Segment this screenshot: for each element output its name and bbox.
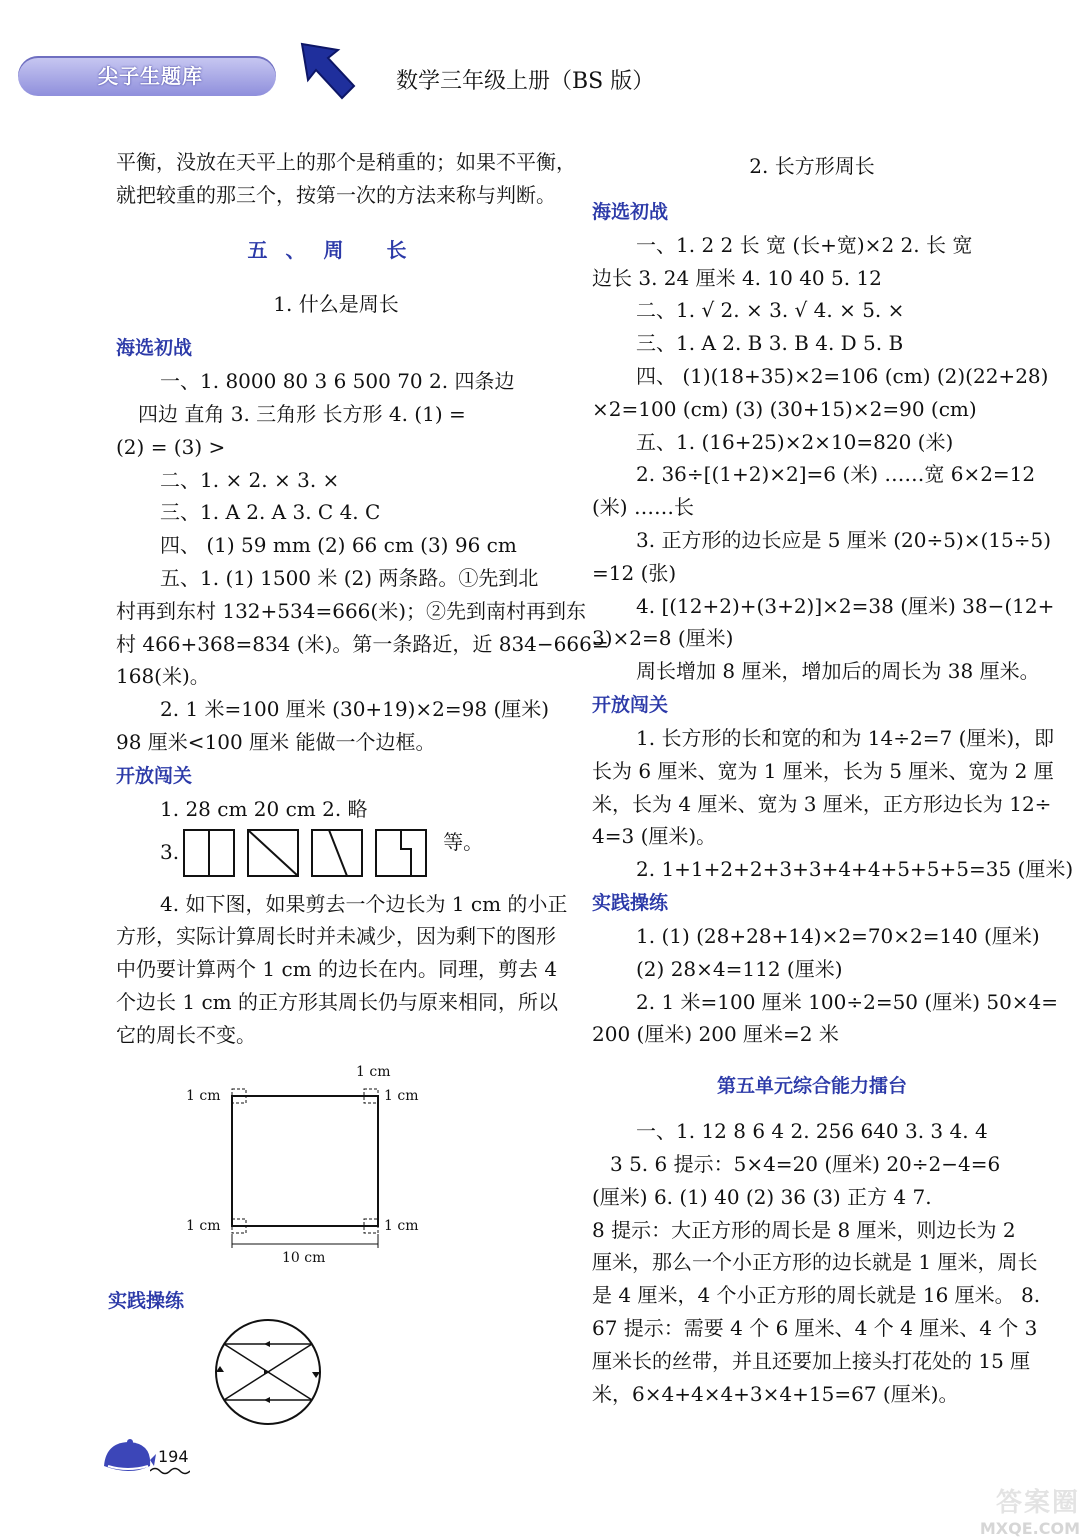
- right-column: [592, 150, 1074, 1410]
- cut-corner-square-figure: [180, 1062, 430, 1268]
- shapes-suffix: 等。: [443, 830, 484, 855]
- answer-line: 二、1. × 2. × 3. ×: [160, 467, 340, 492]
- intro-line: 就把较重的那三个，按第一次的方法来称与判断。: [116, 182, 556, 207]
- answer-line: (2) = (3) >: [116, 434, 226, 459]
- answer-line: 4. [(12+2)+(3+2)]×2=38 (厘米) 38−(12+: [636, 593, 1055, 618]
- answer-line: (2) 28×4=112 (厘米): [636, 956, 843, 981]
- answer-line: 8 提示：大正方形的周长是 8 厘米，则边长为 2: [592, 1217, 1016, 1242]
- watermark: [900, 1482, 1080, 1538]
- wave-decoration-icon: [150, 1466, 190, 1476]
- square-split-step-icon: [375, 829, 427, 877]
- answer-line: 4. 如下图，如果剪去一个边长为 1 cm 的小正: [160, 891, 568, 916]
- lesson-title: 2. 长方形周长: [749, 154, 875, 178]
- label-bottom-left: 1 cm: [186, 1218, 221, 1234]
- answer-line: 98 厘米<100 厘米 能做一个边框。: [116, 729, 436, 754]
- answer-line: 四、 (1)(18+35)×2=106 (cm) (2)(22+28): [636, 363, 1049, 388]
- answer-line: 4=3 (厘米)。: [592, 824, 717, 849]
- answer-line: 二、1. √ 2. × 3. √ 4. × 5. ×: [636, 298, 905, 323]
- answer-line: 200 (厘米) 200 厘米=2 米: [592, 1022, 839, 1047]
- answer-line: 3)×2=8 (厘米): [592, 626, 734, 651]
- mascot-whale-icon: [100, 1436, 156, 1476]
- answer-line: 五、1. (16+25)×2×10=820 (米): [636, 429, 954, 454]
- watermark-big: 答案圈: [995, 1488, 1080, 1518]
- answer-line: 村再到东村 132+534=666(米)；②先到南村再到东: [116, 598, 586, 623]
- answer-line: 2. 36÷[(1+2)×2]=6 (米) ……宽 6×2=12: [636, 462, 1036, 487]
- answer-line: 2. 1+1+2+2+3+3+4+4+5+5+5=35 (厘米): [636, 857, 1074, 882]
- answer-line: 厘米长的丝带，并且还要加上接头打花处的 15 厘: [592, 1348, 1031, 1373]
- unit-title: 第五单元综合能力擂台: [716, 1075, 907, 1098]
- answer-line: 一、1. 12 8 6 4 2. 256 640 3. 3 4. 4: [636, 1119, 988, 1144]
- section-heading-shijian-left: 实践操练: [108, 1290, 185, 1312]
- answer-line: 三、1. A 2. A 3. C 4. C: [160, 500, 381, 525]
- answer-line: 3 5. 6 提示：5×4=20 (厘米) 20÷2−4=6: [610, 1151, 1001, 1176]
- series-label: 尖子生题库: [98, 64, 203, 88]
- answer-line: 方形，实际计算周长时并未减少，因为剩下的图形: [116, 924, 556, 949]
- answer-line: 1. 长方形的长和宽的和为 14÷2=7 (厘米)，即: [636, 725, 1055, 750]
- answer-line: 2. 1 米=100 厘米 100÷2=50 (厘米) 50×4=: [636, 989, 1059, 1014]
- answer-line: 厘米，那么一个小正方形的边长就是 1 厘米，周长: [592, 1250, 1038, 1275]
- section-heading-shijian: 实践操练: [592, 891, 669, 914]
- answer-line: 3. 正方形的边长应是 5 厘米 (20÷5)×(15÷5): [636, 527, 1052, 552]
- label-top-right: 1 cm: [384, 1088, 419, 1104]
- answer-line: 2. 1 米=100 厘米 (30+19)×2=98 (厘米): [160, 697, 550, 722]
- answer-line: 长为 6 厘米、宽为 1 厘米，长为 5 厘米、宽为 2 厘: [592, 758, 1054, 783]
- book-title: 数学三年级上册（BS 版）: [396, 69, 655, 94]
- answer-line: 67 提示：需要 4 个 6 厘米、4 个 4 厘米、4 个 3: [592, 1315, 1038, 1340]
- section-heading-kaifang: 开放闯关: [116, 764, 193, 787]
- answer-line: 它的周长不变。: [116, 1022, 256, 1047]
- watermark-small: MXQE.COM: [979, 1519, 1080, 1538]
- answer-line: 一、1. 8000 80 3 6 500 70 2. 四条边: [160, 369, 515, 394]
- section-heading-haixuan: 海选初战: [592, 200, 669, 223]
- answer-line: 三、1. A 2. B 3. B 4. D 5. B: [636, 331, 904, 356]
- answer-line: =12 (张): [592, 560, 677, 585]
- division-shapes-row: [116, 826, 556, 880]
- answer-line: 边长 3. 24 厘米 4. 10 40 5. 12: [592, 265, 882, 290]
- answer-line: (厘米) 6. (1) 40 (2) 36 (3) 正方 4 7.: [592, 1184, 932, 1209]
- answer-line: 个边长 1 cm 的正方形其周长仍与原来相同，所以: [116, 989, 558, 1014]
- square-split-vertical-icon: [183, 829, 235, 877]
- item-number: 3.: [160, 840, 180, 865]
- answer-line: 中仍要计算两个 1 cm 的边长在内。同理，剪去 4: [116, 957, 558, 982]
- circle-path-figure: [212, 1316, 324, 1428]
- section-heading-kaifang: 开放闯关: [592, 693, 669, 716]
- answer-line: 1. (1) (28+28+14)×2=70×2=140 (厘米): [636, 923, 1040, 948]
- label-bottom-right: 1 cm: [384, 1218, 419, 1234]
- answer-line: 168(米)。: [116, 664, 210, 689]
- answer-line: 米，长为 4 厘米、宽为 3 厘米，正方形边长为 12÷: [592, 791, 1052, 816]
- label-top: 1 cm: [356, 1064, 391, 1080]
- lesson-title: 1. 什么是周长: [273, 292, 399, 317]
- answer-line: 是 4 厘米，4 个小正方形的周长就是 16 厘米。 8.: [592, 1283, 1041, 1308]
- answer-line: ×2=100 (cm) (3) (30+15)×2=90 (cm): [592, 396, 977, 421]
- square-split-diagonal-icon: [247, 829, 299, 877]
- answer-line: 一、1. 2 2 长 宽 (长+宽)×2 2. 长 宽: [636, 232, 973, 257]
- answer-line: 米，6×4+4×4+3×4+15=67 (厘米)。: [592, 1381, 959, 1406]
- answer-line: 村 466+368=834 (米)。第一条路近，近 834−666=: [116, 631, 609, 656]
- answer-line: 1. 28 cm 20 cm 2. 略: [160, 796, 368, 821]
- answer-line: 四、 (1) 59 mm (2) 66 cm (3) 96 cm: [160, 533, 517, 558]
- left-column: [116, 146, 609, 1052]
- square-split-slant-icon: [311, 829, 363, 877]
- answer-line: (米) ……长: [592, 495, 694, 520]
- answer-line: 五、1. (1) 1500 米 (2) 两条路。①先到北: [160, 565, 539, 590]
- arrow-up-left-icon: [298, 40, 358, 102]
- section-heading-haixuan: 海选初战: [116, 337, 193, 360]
- page-number: 194: [158, 1447, 189, 1466]
- label-top-left: 1 cm: [186, 1088, 221, 1104]
- label-bottom-width: 10 cm: [282, 1250, 326, 1266]
- intro-line: 平衡，没放在天平上的那个是稍重的；如果不平衡，: [116, 150, 576, 174]
- answer-line: 周长增加 8 厘米，增加后的周长为 38 厘米。: [636, 659, 1040, 684]
- chapter-title: 五、周 长: [247, 237, 425, 262]
- answer-line: 四边 直角 3. 三角形 长方形 4. (1) =: [138, 401, 466, 426]
